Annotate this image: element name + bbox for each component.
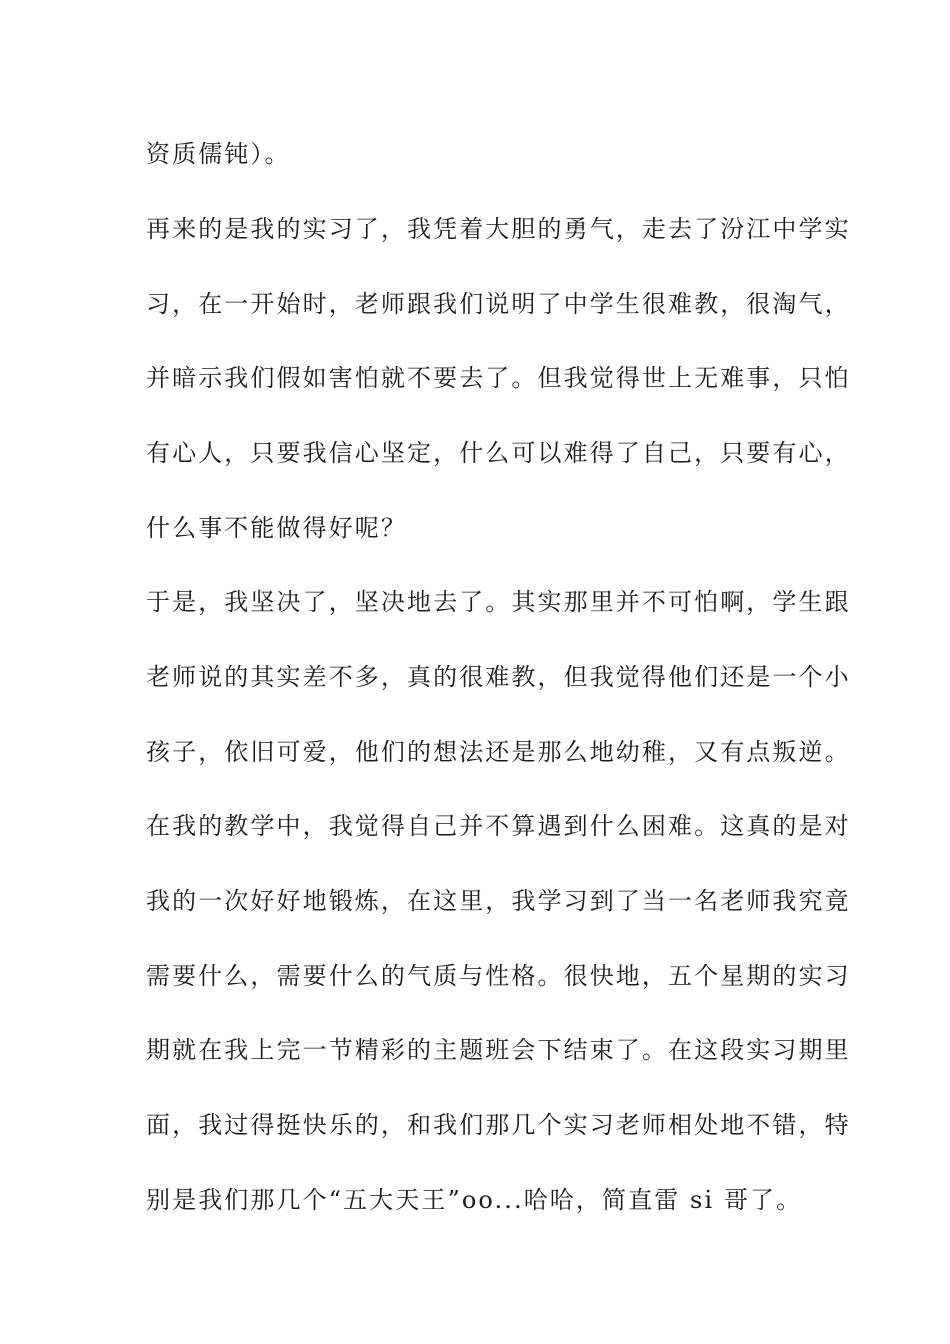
text-line: 资质儒钝）。 bbox=[146, 140, 291, 168]
text-line: 有心人，只要我信心坚定，什么可以难得了自己，只要有心， bbox=[146, 439, 851, 467]
text-line: 我的一次好好地锻炼，在这里，我学习到了当一名老师我究竟 bbox=[146, 887, 851, 915]
text-line: 于是，我坚决了，坚决地去了。其实那里并不可怕啊，学生跟 bbox=[146, 588, 851, 616]
text-line: 什么事不能做得好呢？ bbox=[146, 514, 407, 542]
text-line: 别是我们那几个“五大天王”oo...哈哈，简直雷 si 哥了。 bbox=[146, 1186, 803, 1214]
text-line: 孩子，依旧可爱，他们的想法还是那么地幼稚，又有点叛逆。 bbox=[146, 738, 851, 766]
text-line: 再来的是我的实习了，我凭着大胆的勇气，走去了汾江中学实 bbox=[146, 215, 851, 243]
text-line: 习，在一开始时，老师跟我们说明了中学生很难教，很淘气， bbox=[146, 290, 851, 318]
text-line: 期就在我上完一节精彩的主题班会下结束了。在这段实习期里 bbox=[146, 1036, 851, 1064]
text-line: 老师说的其实差不多，真的很难教，但我觉得他们还是一个小 bbox=[146, 663, 851, 691]
text-line: 面，我过得挺快乐的，和我们那几个实习老师相处地不错，特 bbox=[146, 1111, 851, 1139]
text-line: 并暗示我们假如害怕就不要去了。但我觉得世上无难事，只怕 bbox=[146, 364, 851, 392]
text-line: 在我的教学中，我觉得自己并不算遇到什么困难。这真的是对 bbox=[146, 812, 851, 840]
text-line: 需要什么，需要什么的气质与性格。很快地，五个星期的实习 bbox=[146, 962, 851, 990]
